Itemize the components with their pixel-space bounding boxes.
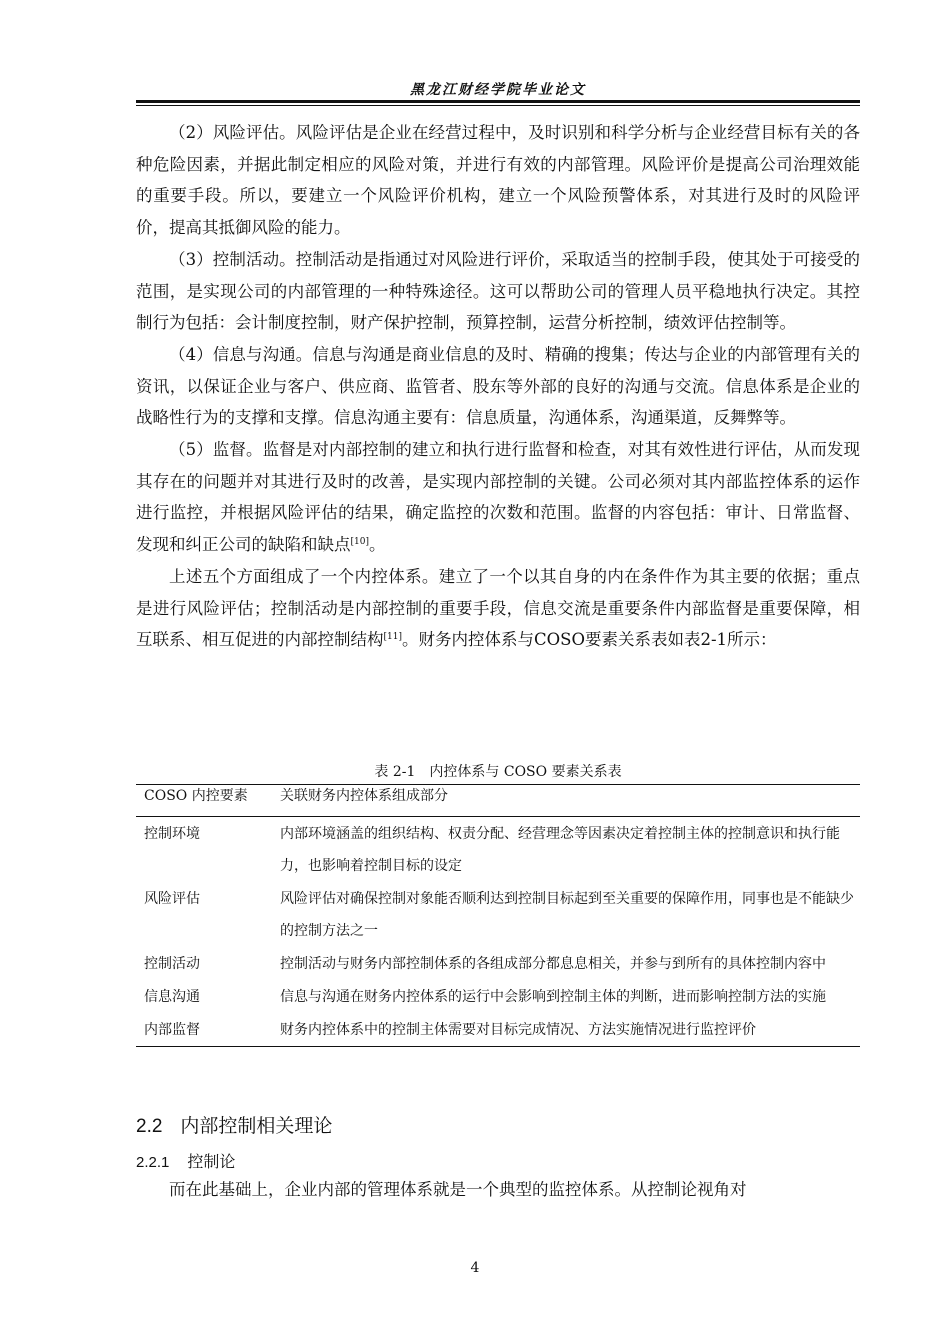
table-row (136, 947, 860, 980)
table-caption: 表 2-1 内控体系与 COSO 要素关系表 (374, 764, 622, 780)
subsection-number: 2.2.1 (136, 1154, 170, 1171)
table-cell-element: 风险评估 (144, 891, 200, 907)
paragraph-risk-assessment: （2）风险评估。风险评估是企业在经营过程中，及时识别和科学分析与企业经营目标有关的各种危险因素，并据此制定相应的风险对策，并进行有效的内部管理。风险评价是提高公司治理效能的重要手段。所以，要建立一个风险评价机构，建立一个风险预警体系，对其进行及时的风险评价，提高其抵御风险的能力。 (136, 123, 860, 238)
body-text (136, 117, 860, 656)
paragraph-information-communication: （4）信息与沟通。信息与沟通是商业信息的及时、精确的搜集；传达与企业的内部管理有关的资讯，以保证企业与客户、供应商、监管者、股东等外部的良好的沟通与交流。信息体系是企业的战略性行为的支撑和支撑。信息沟通主要有：信息质量，沟通体系，沟通渠道，反舞弊等。 (136, 344, 860, 428)
table-cell-element: 控制活动 (144, 956, 200, 972)
section-heading (136, 1111, 332, 1138)
table-row (136, 882, 860, 947)
section-title: 内部控制相关理论 (180, 1115, 333, 1137)
citation-ref: [10] (350, 537, 369, 548)
paragraph-supervision-tail: 。 (368, 535, 386, 555)
citation-ref: [11] (383, 632, 402, 643)
coso-relation-table (136, 784, 860, 1047)
table-cell-element: 内部监督 (136, 1013, 272, 1047)
page-header-title: 黑龙江财经学院毕业论文 (410, 82, 586, 98)
section-number: 2.2 (136, 1116, 163, 1137)
table-row (136, 1013, 860, 1047)
table-header-row (136, 785, 860, 817)
header-rule-thick (136, 100, 860, 103)
table-cell-description: 内部环境涵盖的组织结构、权责分配、经营理念等因素决定着控制主体的控制意识和执行能力，也影响着控制目标的设定 (280, 826, 840, 874)
paragraph-control-activities: （3）控制活动。控制活动是指通过对风险进行评价，采取适当的控制手段，使其处于可接受的范围，是实现公司的内部管理的一种特殊途径。这可以帮助公司的管理人员平稳地执行决定。其控制行为包括：会计制度控制，财产保护控制，预算控制，运营分析控制，绩效评估控制等。 (136, 249, 860, 333)
paragraph-supervision-text: （5）监督。监督是对内部控制的建立和执行进行监督和检查，对其有效性进行评估，从而发现其存在的问题并对其进行及时的改善，是实现内部控制的关键。公司必须对其内部监控体系的运作进行监控，并根据风险评估的结果，确定监控的次数和范围。监督的内容包括：审计、日常监督、发现和纠正公司的缺陷和缺点 (136, 440, 860, 555)
table-cell-description: 信息与沟通在财务内控体系的运行中会影响到控制主体的判断，进而影响控制方法的实施 (280, 989, 826, 1005)
paragraph-summary-text: 上述五个方面组成了一个内控体系。建立了一个以其自身的内在条件作为其主要的依据；重点是进行风险评估；控制活动是内部控制的重要手段，信息交流是重要条件内部监督是重要保障，相互联系、相互促进的内部控制结构 (136, 566, 860, 650)
subsection-title: 控制论 (187, 1152, 236, 1171)
table-cell-element: 控制环境 (144, 826, 200, 842)
paragraph-summary-tail: 。财务内控体系与COSO要素关系表如表2-1所示： (401, 630, 777, 650)
table-cell-description: 控制活动与财务内部控制体系的各组成部分都息息相关，并参与到所有的具体控制内容中 (280, 956, 826, 972)
table-cell-element: 信息沟通 (144, 989, 200, 1005)
table-row (136, 980, 860, 1013)
table-row (136, 817, 860, 883)
paragraph-supervision (136, 434, 860, 561)
table-cell-description: 风险评估对确保控制对象能否顺利达到控制目标起到至关重要的保障作用，同事也是不能缺少的控制方法之一 (280, 891, 854, 939)
table-header-cell: 关联财务内控体系组成部分 (272, 785, 860, 817)
table-header-cell: COSO 内控要素 (136, 785, 272, 817)
subsection-heading (136, 1149, 235, 1172)
paragraph-control-theory: 而在此基础上，企业内部的管理体系就是一个典型的监控体系。从控制论视角对 (169, 1180, 747, 1199)
page-number: 4 (470, 1260, 480, 1276)
header-rule-thin (136, 105, 860, 106)
paragraph-summary (136, 561, 860, 656)
table-cell-description: 财务内控体系中的控制主体需要对目标完成情况、方法实施情况进行监控评价 (272, 1013, 860, 1047)
